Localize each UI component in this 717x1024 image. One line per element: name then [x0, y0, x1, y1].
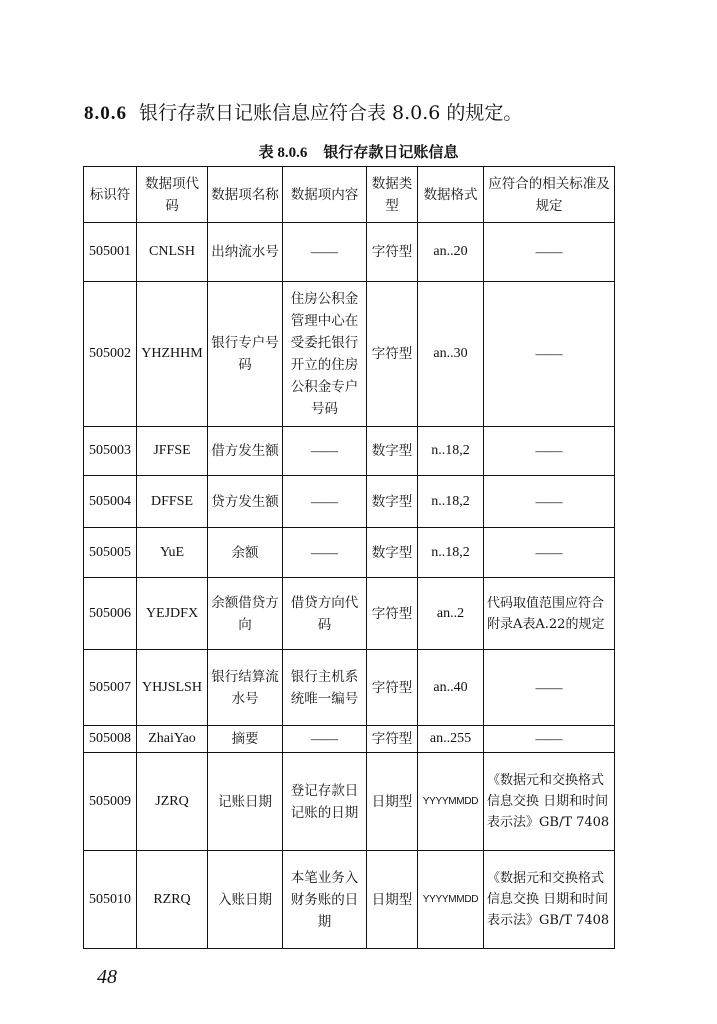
- cell-name: 借方发生额: [208, 427, 283, 476]
- clause-text: 银行存款日记账信息应符合表 8.0.6 的规定。: [139, 102, 523, 124]
- cell-type: 字符型: [367, 726, 418, 753]
- cell-code: YuE: [137, 528, 208, 578]
- cell-name: 摘要: [208, 726, 283, 753]
- cell-content: 借贷方向代码: [283, 578, 367, 650]
- table-caption-title: 银行存款日记账信息: [323, 143, 459, 161]
- cell-content: ——: [283, 223, 367, 282]
- cell-identifier: 505010: [84, 851, 137, 949]
- cell-format: an..30: [418, 282, 484, 427]
- cell-type: 字符型: [367, 282, 418, 427]
- cell-code: CNLSH: [137, 223, 208, 282]
- cell-identifier: 505009: [84, 753, 137, 851]
- cell-name: 余额借贷方向: [208, 578, 283, 650]
- table-row: [84, 528, 615, 578]
- cell-format: YYYYMMDD: [418, 851, 484, 949]
- table-row: [84, 726, 615, 753]
- cell-name: 贷方发生额: [208, 476, 283, 528]
- page-number: 48: [97, 966, 117, 988]
- clause-number: 8.0.6: [84, 103, 127, 124]
- cell-content: ——: [283, 476, 367, 528]
- table-row: [84, 578, 615, 650]
- header-content: 数据项内容: [283, 167, 367, 223]
- header-code: 数据项代码: [137, 167, 208, 223]
- cell-identifier: 505006: [84, 578, 137, 650]
- cell-format: YYYYMMDD: [418, 753, 484, 851]
- cell-identifier: 505004: [84, 476, 137, 528]
- table-row: [84, 427, 615, 476]
- cell-identifier: 505002: [84, 282, 137, 427]
- cell-code: JFFSE: [137, 427, 208, 476]
- table-row: [84, 223, 615, 282]
- cell-name: 出纳流水号: [208, 223, 283, 282]
- header-identifier: 标识符: [84, 167, 137, 223]
- cell-content: ——: [283, 726, 367, 753]
- table-row: [84, 851, 615, 949]
- cell-identifier: 505008: [84, 726, 137, 753]
- cell-content: ——: [283, 528, 367, 578]
- cell-type: 数字型: [367, 476, 418, 528]
- cell-standard: 代码取值范围应符合附录A表A.22的规定: [484, 578, 615, 650]
- cell-name: 记账日期: [208, 753, 283, 851]
- cell-type: 日期型: [367, 753, 418, 851]
- cell-standard: ——: [484, 223, 615, 282]
- cell-content: 本笔业务入财务账的日期: [283, 851, 367, 949]
- cell-type: 字符型: [367, 650, 418, 726]
- cell-format: an..20: [418, 223, 484, 282]
- header-type: 数据类型: [367, 167, 418, 223]
- cell-code: RZRQ: [137, 851, 208, 949]
- cell-type: 字符型: [367, 578, 418, 650]
- cell-name: 入账日期: [208, 851, 283, 949]
- cell-standard: ——: [484, 650, 615, 726]
- cell-format: n..18,2: [418, 528, 484, 578]
- header-format: 数据格式: [418, 167, 484, 223]
- cell-standard: ——: [484, 282, 615, 427]
- cell-identifier: 505001: [84, 223, 137, 282]
- cell-format: n..18,2: [418, 476, 484, 528]
- cell-identifier: 505005: [84, 528, 137, 578]
- table-row: [84, 282, 615, 427]
- cell-type: 数字型: [367, 427, 418, 476]
- header-name: 数据项名称: [208, 167, 283, 223]
- cell-type: 数字型: [367, 528, 418, 578]
- cell-standard: ——: [484, 528, 615, 578]
- cell-standard: 《数据元和交换格式 信息交换 日期和时间表示法》GB/T 7408: [484, 753, 615, 851]
- table-caption-number: 表 8.0.6: [258, 145, 308, 161]
- cell-type: 日期型: [367, 851, 418, 949]
- cell-standard: ——: [484, 476, 615, 528]
- table-header-row: [84, 167, 615, 223]
- cell-standard: ——: [484, 726, 615, 753]
- cell-code: JZRQ: [137, 753, 208, 851]
- cell-name: 余额: [208, 528, 283, 578]
- table-row: [84, 650, 615, 726]
- table-caption: [0, 141, 717, 162]
- cell-format: an..40: [418, 650, 484, 726]
- cell-content: 住房公积金管理中心在受委托银行开立的住房公积金专户号码: [283, 282, 367, 427]
- cell-format: an..2: [418, 578, 484, 650]
- cell-standard: ——: [484, 427, 615, 476]
- cell-identifier: 505007: [84, 650, 137, 726]
- cell-code: YHJSLSH: [137, 650, 208, 726]
- header-standard: 应符合的相关标准及规定: [484, 167, 615, 223]
- cell-content: 银行主机系统唯一编号: [283, 650, 367, 726]
- table-row: [84, 753, 615, 851]
- cell-name: 银行专户号码: [208, 282, 283, 427]
- cell-code: YEJDFX: [137, 578, 208, 650]
- cell-standard: 《数据元和交换格式 信息交换 日期和时间表示法》GB/T 7408: [484, 851, 615, 949]
- cell-content: 登记存款日记账的日期: [283, 753, 367, 851]
- cell-code: DFFSE: [137, 476, 208, 528]
- cell-format: an..255: [418, 726, 484, 753]
- cell-identifier: 505003: [84, 427, 137, 476]
- data-element-table: [83, 166, 615, 949]
- cell-content: ——: [283, 427, 367, 476]
- cell-name: 银行结算流水号: [208, 650, 283, 726]
- cell-format: n..18,2: [418, 427, 484, 476]
- cell-type: 字符型: [367, 223, 418, 282]
- cell-code: YHZHHM: [137, 282, 208, 427]
- table-row: [84, 476, 615, 528]
- clause-paragraph: [84, 98, 522, 125]
- cell-code: ZhaiYao: [137, 726, 208, 753]
